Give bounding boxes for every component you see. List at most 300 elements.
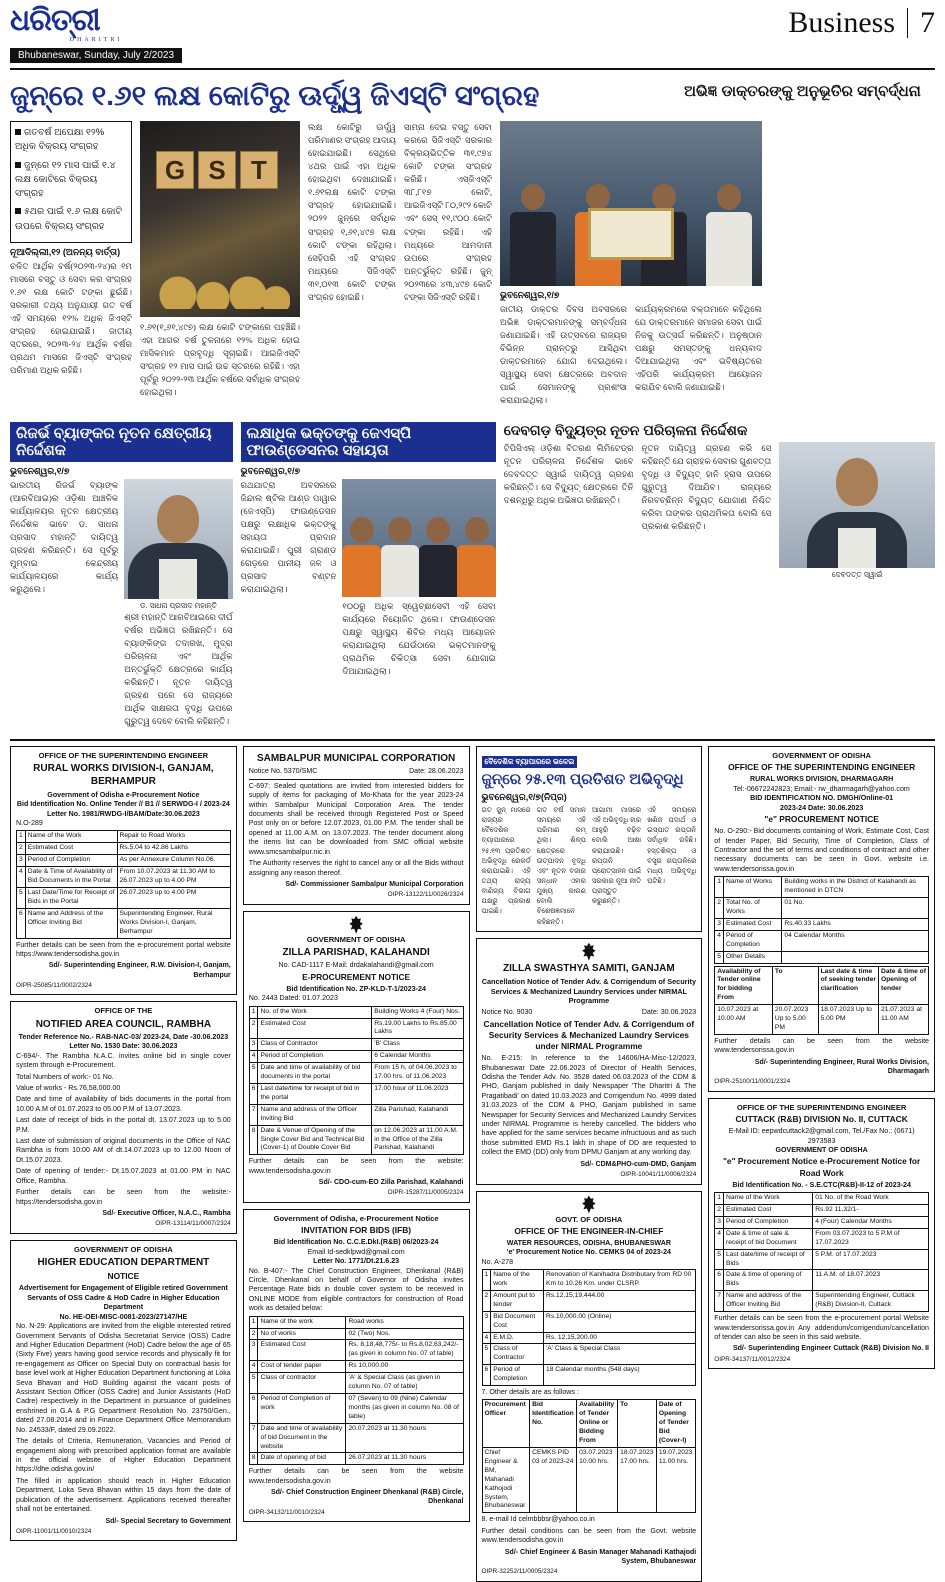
cell-label: Date & time of opening of Bids bbox=[723, 1270, 812, 1291]
header-divider bbox=[907, 8, 908, 38]
cell-label: Period of Completion of work bbox=[258, 1393, 346, 1423]
cell-label: Name of the work bbox=[491, 1270, 544, 1291]
dateline: Bhubaneswar, Sunday, July 2/2023 bbox=[10, 48, 182, 63]
person-figure bbox=[706, 184, 752, 286]
cell-value: 5 P.M. of 17.07.2023 bbox=[813, 1249, 929, 1270]
bullet-item bbox=[15, 205, 127, 234]
ad-line: E-Mail ID: eepwdcuttack2@gmail.com, Tel./Fax No.: (0671) 2973583 bbox=[728, 1127, 915, 1145]
news-ad-foreign-trade bbox=[476, 746, 703, 932]
paragraph: ଜାତୀୟ ଡାକ୍ତର ଦିବସ ଅବସରରେ ଅଭିଜ୍ଞ ଡାକ୍ତରମାନଙ୍କୁ ସମ୍ବର୍ଦ୍ଧନା ଜଣାଯାଇଛି। ଏହି ଉତ୍ସବରେ ରାଜ୍ୟର ବିଭିନ୍ନ ପ୍ରାନ୍ତରୁ ଆସିଥିବା ଡାକ୍ତରମାନେ ଯୋଗ ଦେଇଥିଲେ। ସ୍ୱାସ୍ଥ୍ୟ ସେବା କ୍ଷେତ୍ରରେ ଅବଦାନ ପାଇଁ ସେମାନଙ୍କୁ ପ୍ରଶଂସା କରାଯାଇଥିଲା। bbox=[500, 304, 627, 406]
person-head bbox=[652, 184, 676, 210]
notice-no: Notice No. 5370/SMC bbox=[248, 767, 318, 776]
cell-sl: 2 bbox=[17, 843, 26, 855]
ad-office-line: GOVERNMENT OF ODISHA bbox=[772, 751, 871, 761]
col-header: Last date & time of seeking tender clarification bbox=[818, 966, 878, 1005]
cell-value: 'A' & Special Class (as given in column No. 07 of table) bbox=[346, 1373, 463, 1394]
ad-para: Last date of submission of original documents in the Office of NAC Rambha is from 10:00 AM of dt.14.07.2023 up to 12.00 Noon of Dt.15.07.2023. bbox=[16, 1137, 231, 1164]
lead-col-3 bbox=[308, 121, 396, 411]
debagarh-photo-caption: ଦେବଦତ୍ତ ସ୍ୱାଇଁ bbox=[831, 569, 883, 579]
table-row bbox=[482, 1344, 696, 1365]
table-row bbox=[715, 951, 929, 963]
cell-label: Estimated Cost bbox=[258, 1018, 372, 1039]
ad-notice-line bbox=[249, 767, 464, 776]
cell-value: Road works bbox=[346, 1316, 463, 1328]
ad-title: INVITATION FOR BIDS (IFB) bbox=[301, 1225, 412, 1236]
cell-value: 07 (Seven) to 09 (Nine) Calendar months (as given in column No. 08 of table) bbox=[346, 1393, 463, 1423]
cell-value: 17.00 hour of 11.06.2023 bbox=[372, 1083, 463, 1104]
paragraph-col bbox=[10, 479, 118, 597]
ad-para: No. N-29: Applications are invited from the eligible interested retired Government Servants of Odisha Secretariat Service (OSS) Cadre and Higher Education Department (HoD) Cadre below the age of 65 (Sixty Five) years having good service records and physically fit for re-engagement as Officer on Special Duty on contractual basis for base level work at Higher Education Department functioning at Loka Seva Bhavan and HoD Building against the vacant posts of Assistant Section Officer (OSS Cadre) and Junior Assistants (HoD Cadre) respectively in the Department in pursuance of guidelines enshrined in G.A & P.G Department Resolution No. 23750/Gen., dated 27.08.2014 and in Finance Department Office Memorandum No. 24533/F, dated 29.09.2022. bbox=[16, 1322, 231, 1434]
ad-line: Bid Identification No. ZP-KLD-T-1/2023-24 bbox=[286, 984, 426, 993]
table-row bbox=[249, 1083, 463, 1104]
cell-value: As per Annexure Column No.06. bbox=[117, 855, 230, 867]
table-row bbox=[249, 1039, 463, 1051]
bullet-text: ୫ଥର ପାଇଁ ୧.୬ ଲକ୍ଷ କୋଟି ଉପରେ ବିକ୍ରୟ ସଂଗ୍ରହ bbox=[15, 206, 122, 232]
certificate-graphic bbox=[588, 208, 674, 260]
ad-para: Further detail conditions can be seen from the Govt. website www.tendersodisha.gov.in bbox=[481, 1526, 697, 1545]
col-header: Availability of Tender online for bidding From bbox=[715, 966, 773, 1005]
cell-label: Period of Completion bbox=[258, 1051, 372, 1063]
cell-label: Period of Completion bbox=[723, 1216, 812, 1228]
cell-sl: 5 bbox=[715, 1249, 724, 1270]
cell-sl: 3 bbox=[17, 855, 26, 867]
cell-label: E.M.D. bbox=[491, 1332, 544, 1344]
gst-photo bbox=[140, 121, 300, 317]
cell-value: Rs.5.04 to 42.86 Lakhs bbox=[117, 843, 230, 855]
cell-label: Class of Contractor bbox=[491, 1344, 544, 1365]
crowd-figures bbox=[342, 513, 495, 597]
ads-column-4 bbox=[708, 746, 935, 1582]
lead-headline: ଜୁନ୍‌ରେ ୧.୬୧ ଲକ୍ଷ କୋଟିରୁ ଊର୍ଦ୍ଧ୍ୱ ଜିଏସ୍‌ଟି ସଂଗ୍ରହ bbox=[10, 80, 540, 111]
top-right-placeline: ଭୁବନେଶ୍ୱର,୧/୭ bbox=[500, 290, 560, 300]
cell-label: Date of opening of bid bbox=[258, 1453, 346, 1465]
table-row bbox=[249, 1423, 463, 1453]
person-torso bbox=[419, 545, 457, 597]
cell-sl: 1 bbox=[715, 877, 724, 898]
paragraph: ୧୦୦ରୁ ଅଧିକ ସ୍ୱେଚ୍ଛାସେବୀ ଏହି ସେବା କାର୍ଯ୍ୟରେ ନିୟୋଜିତ ଥିଲେ। ଫାଉଣ୍ଡେସନ ପକ୍ଷରୁ ସ୍ୱାସ୍ଥ୍ୟ ଶିବିର ମଧ୍ୟ ଆୟୋଜନ କରାଯାଇଥିଲା ଯେଉଁଠାରେ ଭକ୍ତମାନଙ୍କୁ ପ୍ରାଥମିକ ଚିକିତ୍ସା ସେବା ଯୋଗାଇ ଦିଆଯାଇଥିଲା। bbox=[342, 600, 496, 676]
table-row bbox=[715, 1205, 929, 1217]
table-row bbox=[715, 1193, 929, 1205]
cell-sl: 2 bbox=[715, 898, 724, 919]
cell-value: 18.07.2023 Up to 5.00 PM bbox=[818, 1005, 878, 1035]
person-head bbox=[521, 184, 545, 210]
cell-value: Zilla Parishad, Kalahandi bbox=[372, 1104, 463, 1125]
table-row bbox=[249, 1328, 463, 1340]
cell-sl: 2 bbox=[249, 1018, 258, 1039]
story-rbi bbox=[10, 417, 233, 732]
cell-label: Period of Completion bbox=[723, 930, 781, 951]
ad-line: Bid Identification No. Online Tender // B1 // SERWDG-I / 2023-24 bbox=[16, 800, 230, 809]
gst-letter-t: T bbox=[240, 151, 278, 189]
ad-line: N.O-289 bbox=[16, 819, 43, 828]
cell-label: Name of the Work bbox=[723, 1193, 812, 1205]
person-head bbox=[350, 517, 374, 543]
page-number: 7 bbox=[920, 6, 935, 39]
ad-heading: Cancellation Notice of Tender Adv. & Corrigendum of Security Services & Mechanized Laundry Services under NIRMAL Programme bbox=[483, 1018, 695, 1051]
ad-title: OFFICE OF THE SUPERINTENDING ENGINEER bbox=[728, 762, 916, 773]
paragraph-col: ଗତ ଜୁନ୍ ମାସରେ ରାଜ୍ୟର ବୈଦେଶିକ ବ୍ୟାପାରରେ ୨୫.୧୩ ପ୍ରତିଶତ ଅଭିବୃଦ୍ଧି ରେକର୍ଡ କରାଯାଇଛି। ଏହି ତଥ୍ୟ ରାଜ୍ୟ ବାଣିଜ୍ୟ ବିଭାଗ ପକ୍ଷରୁ ପ୍ରକାଶ ପାଇଛି। bbox=[481, 806, 531, 916]
person-shirt bbox=[159, 559, 197, 599]
ad-para: Last date of receipt of bids in the portal dt. 13.07.2023 up to 5.00 P.M. bbox=[16, 1116, 231, 1134]
lead-col-1 bbox=[10, 121, 132, 411]
ad-para: The filled in application should reach in Higher Education Department, Loka Seva Bhavan within 15 days from the date of publication of the advertisement. Applications received thereafter shall not be entertained. bbox=[16, 1476, 231, 1514]
person-torso bbox=[706, 212, 752, 286]
table-row bbox=[715, 918, 929, 930]
table-row bbox=[482, 1332, 696, 1344]
ad-para: The details of Criteria, Remuneration, Vacancies and Period of engagement along with prescribed application format are available in the official website of Higher Education Department https://dhe.odisha.gov.in/ bbox=[16, 1437, 231, 1474]
ad-line: 2023-24 Date: 30.06.2023 bbox=[780, 803, 864, 812]
ad-details-table bbox=[714, 876, 929, 963]
ad-oipr: OIPR-13114/11/0007/2324 bbox=[155, 1220, 231, 1228]
ad-line: Government of Odisha e-Procurement Notice bbox=[47, 790, 200, 799]
table-row bbox=[482, 1270, 696, 1291]
notice-date: Date: 30.06.2023 bbox=[641, 1008, 697, 1017]
cell-label: Estimated Cost bbox=[25, 843, 117, 855]
paragraph-col bbox=[241, 479, 337, 597]
ad-title: SAMBALPUR MUNICIPAL CORPORATION bbox=[256, 753, 456, 765]
ad-details-table bbox=[16, 830, 231, 938]
cell-sl: 5 bbox=[482, 1344, 491, 1365]
paragraph-col bbox=[642, 442, 772, 580]
table-row bbox=[249, 1104, 463, 1125]
cell-sl: 5 bbox=[249, 1063, 258, 1084]
cell-sl: 3 bbox=[715, 1216, 724, 1228]
table-row bbox=[715, 1249, 929, 1270]
ad-line: BID IDENTIFICATION NO. DMGH/Online-01 bbox=[750, 794, 894, 803]
cell-sl: 3 bbox=[249, 1340, 258, 1361]
cell-value: Rs.40.33 Lakhs bbox=[782, 918, 929, 930]
ad-title: ZILLA SWASTHYA SAMITI, GANJAM bbox=[503, 962, 675, 974]
paragraph: ଭାରତୀୟ ରିଜର୍ଭ ବ୍ୟାଙ୍କ (ଆରବିଆଇ)ର ଓଡ଼ିଶା ଆଞ୍ଚଳିକ କାର୍ଯ୍ୟାଳୟର ନୂତନ କ୍ଷେତ୍ରୀୟ ନିର୍ଦ୍ଦେଶକ ଭାବେ ଡ. ସାଧନା ପ୍ରସାଦ ମହାନ୍ତି ଦାୟିତ୍ୱ ଗ୍ରହଣ କରିଛନ୍ତି। ସେ ପୂର୍ବରୁ ମୁମ୍ବାଇ କେନ୍ଦ୍ରୀୟ କାର୍ଯ୍ୟାଳୟରେ କାର୍ଯ୍ୟ କରୁଥିଲେ। bbox=[10, 479, 119, 594]
cell-value: From 10.07.2023 at 11.30 AM to 26.07.2023 up to 4.00 PM bbox=[117, 867, 230, 888]
cell-value: 4 (Four) Calendar Months bbox=[813, 1216, 929, 1228]
gst-blocks bbox=[156, 151, 278, 189]
ad-details-table bbox=[249, 1006, 464, 1156]
cell-value: 02 (Two) Nos. bbox=[346, 1328, 463, 1340]
table-header-row bbox=[715, 966, 929, 1005]
ad-signature: Sd/- Superintending Engineer, R.W. Division-I, Ganjam, Berhampur bbox=[48, 962, 231, 979]
ads-column-2 bbox=[243, 746, 470, 1582]
ad-cuttack-rb-2 bbox=[708, 1098, 935, 1369]
ad-line: No. HE-OEI-MISC-0081-2023/27147/HE bbox=[59, 1312, 188, 1321]
cell-value: Building works in the District of Kalahandi as mentioned in DTCN bbox=[782, 877, 929, 898]
logo-block bbox=[10, 6, 182, 63]
ads-column-3 bbox=[476, 746, 703, 1582]
story-jsp-col-a bbox=[241, 479, 337, 681]
ad-line: RURAL WORKS DIVISION, DHARMAGARH bbox=[749, 775, 894, 784]
ad-title: CUTTACK (R&B) DIVISION No. II, CUTTACK bbox=[735, 1113, 908, 1124]
cell-sl: 6 bbox=[249, 1083, 258, 1104]
cell-sl: 7 bbox=[715, 1291, 724, 1312]
table-row bbox=[715, 1216, 929, 1228]
section-name: Business bbox=[788, 6, 895, 39]
ad-oipr: OIPR-25100/11/0001/2324 bbox=[714, 1078, 791, 1086]
bullet-square-icon bbox=[15, 129, 21, 135]
table-row bbox=[249, 1393, 463, 1423]
cell-value: Building Works 4 (Four) Nos. bbox=[372, 1006, 463, 1018]
cell-value: 6 Calendar Months bbox=[372, 1051, 463, 1063]
paragraph: କାର୍ଯ୍ୟକ୍ରମରେ ବକ୍ତାମାନେ କହିଥିଲେ ଯେ ଡାକ୍ତରମାନେ ସମାଜର ସେବା ପାଇଁ ନିଜକୁ ଉତ୍ସର୍ଗ କରିଛନ୍ତି। ଅନୁଷ୍ଠାନ ପକ୍ଷରୁ ସମସ୍ତଙ୍କୁ ଧନ୍ୟବାଦ ଦିଆଯାଇଥିଲା ଏବଂ ଭବିଷ୍ୟତରେ ଏହିପରି କାର୍ଯ୍ୟକ୍ରମ ଆୟୋଜନ କରାଯିବ ବୋଲି ଜଣାଯାଇଛି। bbox=[635, 304, 762, 393]
ads-column-1 bbox=[10, 746, 237, 1582]
col-header: To bbox=[772, 966, 818, 1005]
ad-title: RURAL WORKS DIVISION-I, GANJAM, BERHAMPUR bbox=[33, 763, 214, 788]
ad-dharmagarh bbox=[708, 746, 935, 1092]
col-header: Procurement Officer bbox=[482, 1400, 530, 1448]
cell-value: 18 Calendar months (548 days) bbox=[543, 1365, 695, 1386]
bullet-square-icon bbox=[15, 208, 21, 214]
ad-para: Further details can be seen from the website:- https://tendersodisha.gov.in bbox=[16, 1188, 231, 1206]
ad-para: C-694/-. The Rambha N.A.C. invites online bid in single cover system through e-Procurement. bbox=[16, 1051, 231, 1070]
ad-para: The Authority reserves the right to cancel any or all the Bids without assigning any reason thereof. bbox=[248, 859, 464, 877]
cell-value: 'A' Class & Special Class bbox=[543, 1344, 695, 1365]
ad-nac-rambha bbox=[10, 1001, 237, 1233]
table-row bbox=[715, 1291, 929, 1312]
person-figure bbox=[381, 517, 419, 597]
cell-sl: 4 bbox=[249, 1361, 258, 1373]
cell-value: 26.07.2023 at 11.30 hours bbox=[346, 1453, 463, 1465]
cell-value: Chief Engineer & BM, Mahanadi Kathojodi System, Bhubaneswar bbox=[482, 1448, 530, 1513]
cell-label: Period of Completion bbox=[491, 1365, 544, 1386]
person-head bbox=[586, 184, 610, 210]
ad-signature: Sd/- Chief Engineer & Basin Manager Mahanadi Kathajodi System, Bhubaneswar bbox=[504, 1548, 697, 1565]
bullet-item bbox=[15, 159, 127, 202]
top-right-body bbox=[500, 303, 762, 411]
ad-subtitle: Cancellation Notice of Tender Adv. & Corrigendum of Security Services & Mechanized Laundry Services under NIRMAL Programme bbox=[481, 977, 697, 1006]
lead-body-1 bbox=[10, 260, 132, 378]
cell-label: Name of Works bbox=[723, 877, 781, 898]
cell-value: From 15 h, of 04.06.2023 to 17.00 hrs. of 11.06.2023 bbox=[372, 1063, 463, 1084]
cell-sl: 5 bbox=[17, 887, 26, 908]
bullet-text: ଜୁନ୍‌ରେ ୧୨ ମାସ ପାଇଁ ୧.୪ ଲକ୍ଷ କୋଟିରେ ବିକ୍ରୟ ସଂଗ୍ରହ bbox=[15, 159, 116, 199]
table-row bbox=[715, 877, 929, 898]
ad-title: ZILLA PARISHAD, KALAHANDI bbox=[282, 946, 430, 958]
col-header: Date & time of Opening of tender bbox=[879, 966, 929, 1005]
paragraph: ଚଳିତ ଆର୍ଥିକ ବର୍ଷ(୨୦୨୩-୨୪)ର ୧ମ ମାସରେ ବସ୍ତୁ ଓ ସେବା କର ସଂଗ୍ରହ ୧.୬୧ ଲକ୍ଷ କୋଟି ଟଙ୍କା ଛୁଇଁଛି। ସରକାରୀ ତଥ୍ୟ ଅନୁଯାୟୀ ଗତ ବର୍ଷ ଏହି ସମୟରେ ୧୨% ଅଧିକ ଜିଏସ୍‌ଟି ସଂଗ୍ରହ ହୋଇଯାଇଛି। ଜାତୀୟ ସ୍ତରରେ, ୨୦୨୩-୨୪ ଆର୍ଥିକ ବର୍ଷର ପ୍ରଥମ ମାସରେ ଜିଏସ୍‌ଟି ସଂଗ୍ରହ ପରିମାଣ ଅଧିକ ରହିଛି। bbox=[10, 260, 132, 376]
cell-sl: 3 bbox=[482, 1311, 491, 1332]
ad-signature: Sd/- Commissioner Sambalpur Municipal Corporation bbox=[285, 881, 464, 888]
table-row bbox=[715, 898, 929, 919]
ad-line: Bid Identification No. C.C.E.DkI.(R&B) 06/2023-24 bbox=[273, 1238, 439, 1247]
ad-water-resources bbox=[476, 1191, 703, 1582]
person-figure bbox=[457, 517, 495, 597]
ad-title: HIGHER EDUCATION DEPARTMENT bbox=[37, 1256, 210, 1268]
paragraph: ଟିପିସିଏଲ୍ ଓଡ଼ିଶା ବିତରଣ ଲିମିଟେଡ୍‌ର ନୂତନ ପରିଚାଳନା ନିର୍ଦ୍ଦେଶକ ଭାବେ ଦେବଦତ୍ତ ସ୍ୱାଇଁ ଦାୟିତ୍ୱ ଗ୍ରହଣ କରିଛନ୍ତି। ସେ ବିଦ୍ୟୁତ୍ କ୍ଷେତ୍ରରେ ତିନି ଦଶନ୍ଧିରୁ ଅଧିକ ଅଭିଜ୍ଞତା ରଖିଛନ୍ତି। bbox=[503, 442, 634, 505]
ad-bid-id: Bid Identification No. - S.E.CTC(R&B)-II-12 of 2023-24 bbox=[732, 1180, 911, 1189]
ad-para: Date of opening of tender:- Dt.15.07.2023 at 01.00 PM in NAC Office, Rambha. bbox=[16, 1167, 231, 1185]
ad-para: 8. e-mail Id celmbbbsr@yahoo.co.in bbox=[481, 1515, 595, 1524]
mid-article-area bbox=[10, 417, 935, 732]
ad-notice-line bbox=[482, 1008, 697, 1017]
table-row bbox=[17, 855, 231, 867]
state-emblem-icon bbox=[581, 943, 597, 961]
cell-label: Name and address of the Officer Inviting Bid bbox=[723, 1291, 812, 1312]
rbi-photo-caption: ଡ. ସାଧନା ପ୍ରସାଦ ମହାନ୍ତି bbox=[139, 600, 217, 610]
cell-sl: 2 bbox=[249, 1328, 258, 1340]
person-shirt bbox=[838, 528, 876, 568]
cell-sl: 2 bbox=[715, 1205, 724, 1217]
story-rbi-body bbox=[10, 479, 233, 732]
ad-signature: Sd/- Superintending Engineer Cuttack (R&B) Division No. II bbox=[732, 1345, 929, 1353]
cell-value bbox=[782, 951, 929, 963]
ad-line: Tender Reference No.- RAB-NAC-03/ 2023-24, Date -30.06.2023 bbox=[18, 1032, 229, 1041]
story-jsp-headline: ଲକ୍ଷାଧିକ ଭକ୍ତଙ୍କୁ ଜେଏସ୍‌ପି ଫାଉଣ୍ଡେସନର ସହାୟତା bbox=[241, 422, 496, 462]
lead-placeline: ନୂଆଦିଲ୍ଲୀ,୧୨ (ଅନନ୍ୟ ବାର୍ତ୍ତା) bbox=[10, 246, 121, 257]
story-rbi-text-col bbox=[10, 479, 118, 732]
ad-schedule-table bbox=[714, 966, 929, 1035]
cell-sl: 5 bbox=[715, 951, 724, 963]
ad-zilla-swasthya-ganjam bbox=[476, 938, 703, 1185]
ad-subtitle: E-PROCUREMENT NOTICE bbox=[302, 971, 411, 982]
ad-signature: Sd/- CDO-cum-EO Zilla Parishad, Kalahandi bbox=[318, 1179, 464, 1187]
cell-value: on 12.06.2023 at 11.00 A.M. in the Office of the Zilla Parishad, Kalahandi bbox=[372, 1125, 463, 1155]
cell-label: Bid Document Cost bbox=[491, 1311, 544, 1332]
paragraph-col: ଏହି ସମୟରେ ଖଣିଜ ପଦାର୍ଥ ଓ ଇସ୍ପାତ ରପ୍ତାନି ସର୍ବାଧିକ ରହିଛି। ହସ୍ତଶିଳ୍ପ ଓ ବସ୍ତ୍ର ରପ୍ତାନିରେ ମଧ୍ୟ ଅଭିବୃଦ୍ଧି ଘଟିଛି। bbox=[647, 806, 697, 886]
ad-subtitle: "e" PROCUREMENT NOTICE bbox=[764, 814, 879, 825]
table-header-row bbox=[482, 1400, 696, 1448]
person-figure bbox=[510, 184, 556, 286]
ad-office-line: GOVT. OF ODISHA bbox=[555, 1214, 623, 1224]
cell-value: Rs 10,000.00 bbox=[346, 1361, 463, 1373]
cell-label: Name and address of the Officer Inviting Bid bbox=[258, 1104, 372, 1125]
ad-line: Letter No. 1981/RWDG-I/BAM/Date:30.06.2023 bbox=[46, 809, 200, 818]
gst-letter-g: G bbox=[156, 151, 194, 189]
ad-office-line: OFFICE OF THE SUPERINTENDING ENGINEER bbox=[736, 1102, 907, 1112]
ad-para: C-697: Sealed quotations are invited from interested bidders for supply of items for packaging of Mo-Khata for the year 2023-24 within Sambalpur Municipal Corporation Area. The tender documents shall be received through Registered Post or Speed Post only on or before 12.07.2023, 01.00 P.M. The tender shall be opened at 11.00 A.M. on 13.07.2023. The tender document along the items list can be downloaded from SMC official website www.smcsambalpur.nic.in bbox=[248, 781, 464, 856]
paragraph-col: ଆଗାମୀ ମାସରେ ଏହି ଅଭିବୃଦ୍ଧି ହାର ଆହୁରି ବଢ଼ିବ ବୋଲି ଆଶା କରାଯାଉଛି। ରପ୍ତାନି ପ୍ରୋତ୍ସାହନ ପାଇଁ ସରକାର ନୂଆ ନୀତି ପ୍ରସ୍ତୁତ କରୁଛନ୍ତି। bbox=[591, 806, 642, 906]
cell-sl: 6 bbox=[17, 908, 26, 938]
table-row bbox=[715, 1228, 929, 1249]
cell-label: Date and time of availability of bid documents in the portal bbox=[258, 1063, 372, 1084]
cell-label: Cost of tender paper bbox=[258, 1361, 346, 1373]
cell-sl: 1 bbox=[249, 1316, 258, 1328]
debagarh-photo-col bbox=[779, 442, 935, 580]
cell-value: Rs.10,000.00 (Online) bbox=[543, 1311, 695, 1332]
col-header: Bid Identification No. bbox=[530, 1400, 577, 1448]
table-row bbox=[249, 1453, 463, 1465]
story-rbi-headline: ରିଜର୍ଭ ବ୍ୟାଙ୍କର ନୂତନ କ୍ଷେତ୍ରୀୟ ନିର୍ଦ୍ଦେଶକ bbox=[10, 422, 233, 462]
story-debagarh bbox=[504, 417, 935, 732]
ad-subtitle: NOTICE bbox=[107, 1271, 140, 1282]
paragraph-col bbox=[504, 442, 634, 580]
cell-value: 19.07.2023 11.00 hrs. bbox=[656, 1448, 695, 1513]
ad-oipr: OIPR-11001/11/0010/2324 bbox=[16, 1527, 92, 1535]
col-header: Date of Opening of Tender Bid (Cover-I) bbox=[656, 1400, 695, 1448]
ad-dhenkanal-ifb bbox=[243, 1209, 470, 1522]
cell-value: Rs. 8,18,48,775/- to Rs.8,02,63,242/- (as given in column No. 07 of table) bbox=[346, 1340, 463, 1361]
ad-line: No. A-278 bbox=[481, 1257, 514, 1266]
news-ad-body bbox=[482, 805, 697, 927]
cell-value: 18.07.2023 17.00 hrs. bbox=[618, 1448, 657, 1513]
top-right-col bbox=[500, 121, 762, 411]
ad-line: Advertisement for Engagement of Eligible retired Government Servants of OSS Cadre & HoD Cadre in Higher Education Department bbox=[18, 1284, 228, 1312]
story-rbi-photo-col bbox=[124, 479, 232, 732]
table-row bbox=[249, 1373, 463, 1394]
ad-signature: Sd/- CDM&PHO-cum-DMD, Ganjam bbox=[580, 1160, 697, 1168]
cell-value: Rs.19.00 Lakhs to Rs.85.00 Lakhs bbox=[372, 1018, 463, 1039]
ad-line: Letter No. 1530 Date: 30.06.2023 bbox=[69, 1042, 178, 1051]
ad-office-line: OFFICE OF THE SUPERINTENDING ENGINEER bbox=[38, 751, 209, 761]
person-figure bbox=[342, 517, 380, 597]
cell-sl: 4 bbox=[715, 1228, 724, 1249]
table-row bbox=[17, 887, 231, 908]
cell-label: Class of Contractor bbox=[258, 1039, 372, 1051]
paragraph: ନୂତନ ଦାୟିତ୍ୱ ଗ୍ରହଣ କରି ସେ କହିଛନ୍ତି ଯେ ଗ୍ରାହକ ସେବାର ଗୁଣବତ୍ତା ବୃଦ୍ଧି ଓ ବିଦ୍ୟୁତ୍ ହାନି ହ୍ରାସ ଉପରେ ଗୁରୁତ୍ୱ ଦିଆଯିବ। ରାଜ୍ୟରେ ନିରବଚ୍ଛିନ୍ନ ବିଦ୍ୟୁତ୍ ଯୋଗାଣ ନିଶ୍ଚିତ କରିବା ତାଙ୍କର ପ୍ରାଥମିକତା ବୋଲି ସେ ପ୍ରକାଶ କରିଛନ୍ତି। bbox=[641, 442, 772, 531]
person-head bbox=[157, 495, 199, 543]
cell-sl: 4 bbox=[249, 1051, 258, 1063]
cell-value: CEMKS PID 03 of 2023-24 bbox=[530, 1448, 577, 1513]
person-figure bbox=[419, 517, 457, 597]
ad-subtitle: "e" Procurement Notice e-Procurement Notice for Road Work bbox=[722, 1156, 921, 1178]
ad-oipr: OIPR-25085/11/0002/2324 bbox=[16, 981, 92, 989]
ad-para: No. E-215: In reference to the 14606/HA-Misc-12/2023, Bhubaneswar Date 22.06.2023 of Director of Health Services, Odisha the Tender Adv. No. 3528 dated 06.03.2023 of the CDM & PHO, Ganjam published in daily Newspaper 'The Dharitri & The Pragatibadi' on dated 10.03.2023 and Corrigendum No. 4999 dated 31.03.2023 of the CDM & PHO, Ganjam published in same Newspaper for Security Services and Mechanized Laundry Services under NIRMAL Programme is hereby cancelled. The bidders who have applied for the same services became infructuous and as such those submitted EMD Rs.1 lakh in shape of DD are requested to collect the EMD (DD) only from DPMU Ganjam at any working day. bbox=[481, 1054, 697, 1157]
coins-graphic bbox=[150, 239, 290, 309]
cell-sl: 2 bbox=[482, 1290, 491, 1311]
cell-value: Rs.12,15,19,444.00 bbox=[543, 1290, 695, 1311]
person-torso bbox=[510, 212, 556, 286]
ad-para: No. B-407:- The Chief Construction Engineer, Dhenkanal (R&B) Circle, Dhenkanal on behalf of Governor of Odisha invites Percentage Rate bids in double cover system to be received in ONLINE MODE from eligible contractors for construction of Road work as detailed below: bbox=[248, 1266, 464, 1313]
ad-footer: Further details can be seen from the e-procurement portal website https://www.tendersodisha.gov.in bbox=[16, 940, 231, 958]
table-row bbox=[715, 1005, 929, 1035]
cell-sl: 4 bbox=[715, 930, 724, 951]
cell-sl: 7 bbox=[249, 1423, 258, 1453]
story-debagarh-headline: ଦେବଗଡ଼ ବିଦ୍ୟୁତ୍‌ର ନୂତନ ପରିଚାଳନା ନିର୍ଦ୍ଦେଶକ bbox=[503, 421, 748, 438]
cell-value: 10.07.2023 at 10.00 AM bbox=[715, 1005, 773, 1035]
masthead bbox=[10, 6, 935, 64]
cell-value: Rs.92 11,32/1- bbox=[813, 1205, 929, 1217]
ad-footer: Further details can be seen from the website: www.tendersodisha.gov.in bbox=[248, 1157, 464, 1175]
notice-no: Notice No. 9030 bbox=[481, 1008, 533, 1017]
cell-value: 20.07.2023 at 11.30 hours bbox=[346, 1423, 463, 1453]
ad-signature: Sd/- Chief Construction Engineer Dhenkanal (R&B) Circle, Dhenkanal bbox=[270, 1489, 464, 1506]
table-row bbox=[17, 908, 231, 938]
top-right-headline: ଅଭିଜ୍ଞ ଡାକ୍ତରଙ୍କୁ ଅନୁଭୂତିର ସମ୍ବର୍ଦ୍ଧନା bbox=[684, 83, 921, 100]
cell-sl: 1 bbox=[482, 1270, 491, 1291]
cell-label: Name of the Work bbox=[25, 831, 117, 843]
ad-oipr: OIPR-10041/11/0006/2324 bbox=[620, 1171, 697, 1179]
table-row bbox=[715, 1270, 929, 1291]
ad-signature: Sd/- Special Secretary to Government bbox=[105, 1517, 231, 1525]
story-rbi-placeline: ଭୁବନେଶ୍ୱର,୧/୭ bbox=[10, 465, 70, 476]
ad-details-table bbox=[482, 1269, 697, 1386]
cell-value: 03.07.2023 10.00 hrs. bbox=[577, 1448, 618, 1513]
table-row bbox=[17, 867, 231, 888]
cell-value: Rs. 12,15,200.00 bbox=[543, 1332, 695, 1344]
paragraph-col bbox=[500, 303, 627, 411]
cell-sl: 6 bbox=[482, 1365, 491, 1386]
lead-body-2 bbox=[140, 321, 300, 399]
ad-title: NOTIFIED AREA COUNCIL, RAMBHA bbox=[35, 1018, 212, 1030]
rbi-director-photo bbox=[124, 479, 232, 599]
cell-label: No of works bbox=[258, 1328, 346, 1340]
cell-label: Period of Completion bbox=[25, 855, 117, 867]
paragraph: ରଥଯାତ୍ରା ଅବସରରେ ଜିନ୍ଦାଲ ଷ୍ଟିଲ ଆଣ୍ଡ ପାୱାର (ଜେଏସ୍‌ପି) ଫାଉଣ୍ଡେସନ ପକ୍ଷରୁ ଲକ୍ଷାଧିକ ଭକ୍ତଙ୍କୁ ସହାୟତା ପ୍ରଦାନ କରାଯାଇଛି। ପୁରୀ ଗ୍ରାଣ୍ଡ ରୋଡ଼ରେ ପାନୀୟ ଜଳ ଓ ପ୍ରସାଦ ବଣ୍ଟନ କରାଯାଇଥିଲା। bbox=[240, 479, 337, 594]
ad-footer: Further details can be seen from the website www.tendersorissa.gov.in bbox=[714, 1036, 929, 1055]
table-row bbox=[249, 1125, 463, 1155]
news-ad-headline: ଜୁନ୍‌ରେ ୨୫.୧୩ ପ୍ରତିଶତ ଅଭିବୃଦ୍ଧି bbox=[481, 771, 684, 789]
ad-line: Email Id-sedklpwd@gmail.com bbox=[307, 1247, 405, 1256]
cell-label: Last date/time of receipt of Bids bbox=[723, 1249, 812, 1270]
cell-sl: 1 bbox=[249, 1006, 258, 1018]
table-row bbox=[249, 1051, 463, 1063]
cell-sl: 3 bbox=[249, 1039, 258, 1051]
top-article-area bbox=[10, 121, 935, 411]
notice-no: No. 2443 Dated: 01.07.2023 bbox=[248, 994, 338, 1003]
paragraph-col bbox=[124, 611, 232, 729]
table-row bbox=[17, 831, 231, 843]
lead-col-2 bbox=[140, 121, 300, 411]
state-emblem-icon bbox=[581, 1196, 597, 1214]
masthead-rule bbox=[10, 68, 935, 70]
